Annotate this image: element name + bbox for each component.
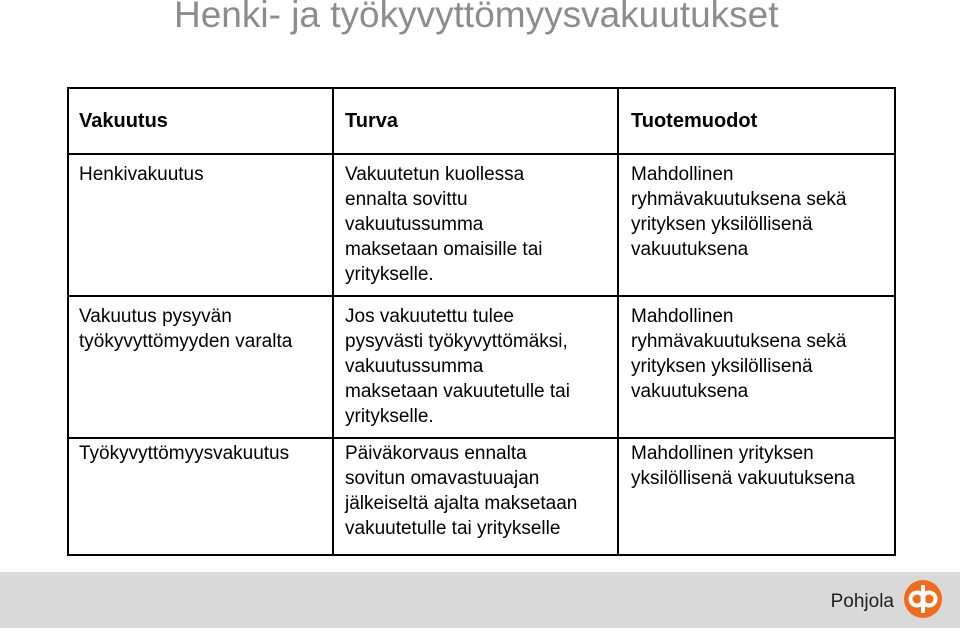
cell-line: Työkyvyttömyysvakuutus: [79, 443, 290, 464]
cell-vakuutus: [68, 296, 333, 438]
cell-line: sovitun omavastuuajan: [345, 468, 540, 489]
cell-line: maksetaan omaisille tai: [345, 239, 543, 260]
header-vakuutus: Vakuutus: [68, 88, 333, 154]
cell-vakuutus: [68, 438, 333, 555]
footer-bar: [0, 572, 960, 628]
cell-turva: [333, 296, 618, 438]
cell-line: yksilöllisenä vakuutuksena: [631, 468, 855, 489]
cell-line: yritykselle.: [345, 406, 434, 427]
cell-line: Päiväkorvaus ennalta: [345, 443, 527, 464]
cell-line: Henkivakuutus: [79, 164, 204, 185]
cell-turva: [333, 154, 618, 296]
table-row: [68, 296, 895, 438]
cell-line: Vakuutetun kuollessa: [345, 164, 525, 185]
cell-vakuutus: [68, 154, 333, 296]
cell-line: Mahdollinen: [631, 306, 734, 327]
cell-line: Mahdollinen yrityksen: [631, 443, 814, 464]
cell-line: työkyvyttömyyden varalta: [79, 331, 293, 352]
cell-line: Jos vakuutettu tulee: [345, 306, 514, 327]
cell-line: vakuutussumma: [345, 356, 484, 377]
cell-line: jälkeiseltä ajalta maksetaan: [345, 493, 578, 514]
header-tuotemuodot: Tuotemuodot: [618, 88, 895, 154]
cell-tuotemuodot: [618, 438, 895, 555]
header-turva: Turva: [333, 88, 618, 154]
cell-line: ryhmävakuutuksena sekä: [631, 189, 847, 210]
cell-line: vakuutuksena: [631, 239, 749, 260]
brand-name: Pohjola: [830, 591, 894, 612]
pohjola-op-logo-icon: [904, 580, 942, 618]
cell-line: ryhmävakuutuksena sekä: [631, 331, 847, 352]
cell-line: yrityksen yksilöllisenä: [631, 214, 813, 235]
cell-turva: [333, 438, 618, 555]
cell-line: yritykselle.: [345, 264, 434, 285]
cell-line: pysyvästi työkyvyttömäksi,: [345, 331, 568, 352]
slide-title: Henki- ja työkyvyttömyysvakuutukset: [174, 0, 779, 35]
cell-line: vakuutetulle tai yritykselle: [345, 518, 561, 539]
table-header-row: [68, 88, 895, 154]
cell-line: Mahdollinen: [631, 164, 734, 185]
insurance-table: [67, 87, 896, 556]
cell-line: vakuutuksena: [631, 381, 749, 402]
cell-line: ennalta sovittu: [345, 189, 468, 210]
table-row: [68, 438, 895, 555]
cell-line: yrityksen yksilöllisenä: [631, 356, 813, 377]
cell-tuotemuodot: [618, 296, 895, 438]
cell-line: vakuutussumma: [345, 214, 484, 235]
table-row: [68, 154, 895, 296]
cell-tuotemuodot: [618, 154, 895, 296]
cell-line: maksetaan vakuutetulle tai: [345, 381, 570, 402]
cell-line: Vakuutus pysyvän: [79, 306, 232, 327]
